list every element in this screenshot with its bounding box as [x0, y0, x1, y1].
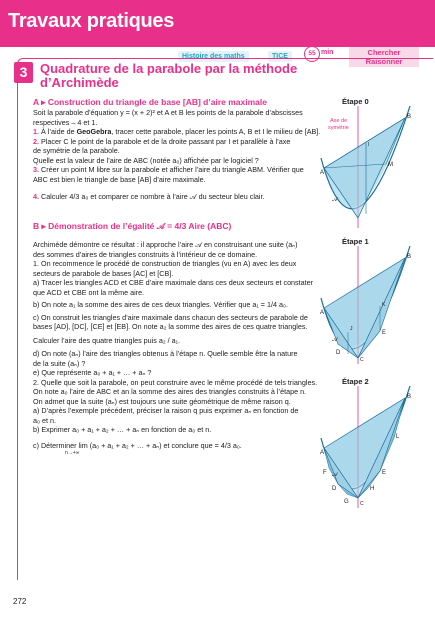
skill-chercher: Chercher: [367, 48, 401, 57]
svg-text:B: B: [407, 114, 412, 120]
part-b-body: Archimède démontre ce résultat : il approche l’aire 𝒜 en construisant une suite (aₙ) des sommes d’aires de triangles construits à l’intérieur de ce domaine. 1. On recommence le procédé de construction de triangles (vu en A) avec les deux secteurs de parabole de bases [AC] et [CB]. a) Tracer les triangles ACD et CBE d’aire maximale dans ces deux secteurs et constater que ACD et CBE ont la même aire. b) On note a₁ la somme des aires de ces deux triangles. Vérifier que a₁ = 1/4 a₀. c) On construit les triangles d’aire maximale dans chacun des secteurs de parabole de bases [AD], [DC], [CE] et [EB]. On note a₂ la somme des aires de ces quatre triangles. Calculer l’aire des quatre triangles puis a₂ / a₁. d) On note (aₙ) l’aire des triangles obtenus à l’étape n. Quelle semble être la nature de la suite (aₙ) ? e) Que représente a₀ + a₁ + … + aₙ ? 2. Quelle que soit la parabole, on peut construire avec le même procédé de tels triangles. On note a₀ l’aire de ABC et an la somme des aires des triangles construits à l’étape n. On admet que la suite (aₙ) est toujours une suite géométrique de même raison q. a) D’après l’exemple précédent, préciser la raison q puis exprimer aₙ en fonction de a₀ et n. b) Exprimer a₀ + a₁ + a₂ + … + aₙ en fonction de a₀ et n. c) Déterminer lim (a₀ + a₁ + a₂ + … + aₙ) et conclure que = 4/3 a₀. n→+∞: [33, 240, 318, 456]
svg-text:H: H: [370, 486, 375, 492]
axis-label-1: Axe de: [330, 118, 348, 124]
triangle-abc: [324, 118, 405, 218]
svg-text:A: A: [320, 310, 325, 316]
svg-text:E: E: [382, 470, 387, 476]
svg-text:A: A: [320, 450, 325, 456]
step0-title: Étape 0: [342, 97, 369, 106]
step1-figure: [318, 246, 418, 364]
triangle-abc: [324, 398, 405, 498]
question-a3: 3. Créer un point M libre sur la parabole et afficher l’aire du triangle ABM. Vérifier que: [33, 165, 304, 174]
svg-text:B: B: [407, 394, 412, 400]
svg-text:B: B: [407, 254, 412, 260]
question-a2: 2. Placer C le point de la parabole et de la droite passant par I et parallèle à l’axe: [33, 136, 291, 146]
exercise-title: Quadrature de la parabole par la méthode d’Archimède: [40, 61, 298, 90]
svg-text:I: I: [368, 142, 370, 148]
page-number: 272: [13, 597, 27, 606]
svg-text:L: L: [396, 434, 400, 440]
svg-text:M: M: [388, 162, 393, 168]
step1-title: Étape 1: [342, 237, 369, 246]
area-symbol: 𝒜: [332, 197, 338, 203]
axis-label-2: symétrie: [328, 125, 349, 131]
svg-text:G: G: [344, 499, 349, 505]
part-a-body: Soit la parabole d’équation y = (x + 2)² et A et B les points de la parabole d’abscisses respectives – 4 et 1. 1. À l’aide de GeoGebra, tracer cette parabole, placer les points A, B et I le milieu de [AB]. 2. Placer C le point de la parabole et de la droite passant par I et parallèle à l’axe de symétrie de la parabole. Quelle est la valeur de l’aire de ABC (notée a₀) affichée par le logiciel ? 3. Créer un point M libre sur la parabole et afficher l’aire du triangle ABM. Vérifier que ABC est bien le triangle de base [AB] d’aire maximale. 4. Calculer 4/3 a₀ et comparer ce nombre à l’aire 𝒜 du secteur bleu clair.: [33, 108, 338, 202]
svg-text:F: F: [323, 470, 327, 476]
question-a1: 1. À l’aide de GeoGebra, tracer cette parabole, placer les points A, B et I le milieu de [AB].: [33, 127, 321, 136]
exercise-number: 3: [14, 62, 33, 83]
triangle-abc: [324, 258, 405, 358]
question-a4: 4. Calculer 4/3 a₀ et comparer ce nombre à l’aire 𝒜 du secteur bleu clair.: [33, 192, 265, 201]
area-symbol: 𝒜: [332, 337, 338, 343]
tice-tag: TICE: [268, 51, 292, 62]
page-header-title: Travaux pratiques: [8, 10, 175, 32]
svg-text:D: D: [336, 350, 341, 356]
svg-text:J: J: [350, 326, 353, 332]
part-b-heading: B ▸ Démonstration de l’égalité 𝒜 = 4/3 Aire (ABC): [33, 221, 232, 231]
svg-text:A: A: [320, 170, 325, 176]
svg-text:K: K: [382, 302, 386, 308]
svg-text:D: D: [332, 486, 337, 492]
step2-title: Étape 2: [342, 377, 369, 386]
duration-unit: min: [321, 49, 334, 56]
skill-raisonner: Raisonner: [365, 57, 403, 66]
history-tag: Histoire des maths: [178, 51, 249, 62]
svg-text:C: C: [360, 501, 364, 507]
step2-figure: [318, 386, 418, 508]
svg-text:C: C: [360, 357, 364, 363]
step0-figure: [318, 106, 418, 228]
header-bar: [0, 0, 435, 47]
svg-text:E: E: [382, 330, 387, 336]
area-symbol: 𝒜: [332, 472, 338, 478]
duration-badge: 55: [304, 46, 320, 62]
part-a-heading: A ▸ Construction du triangle de base [AB] d’aire maximale: [33, 97, 267, 107]
